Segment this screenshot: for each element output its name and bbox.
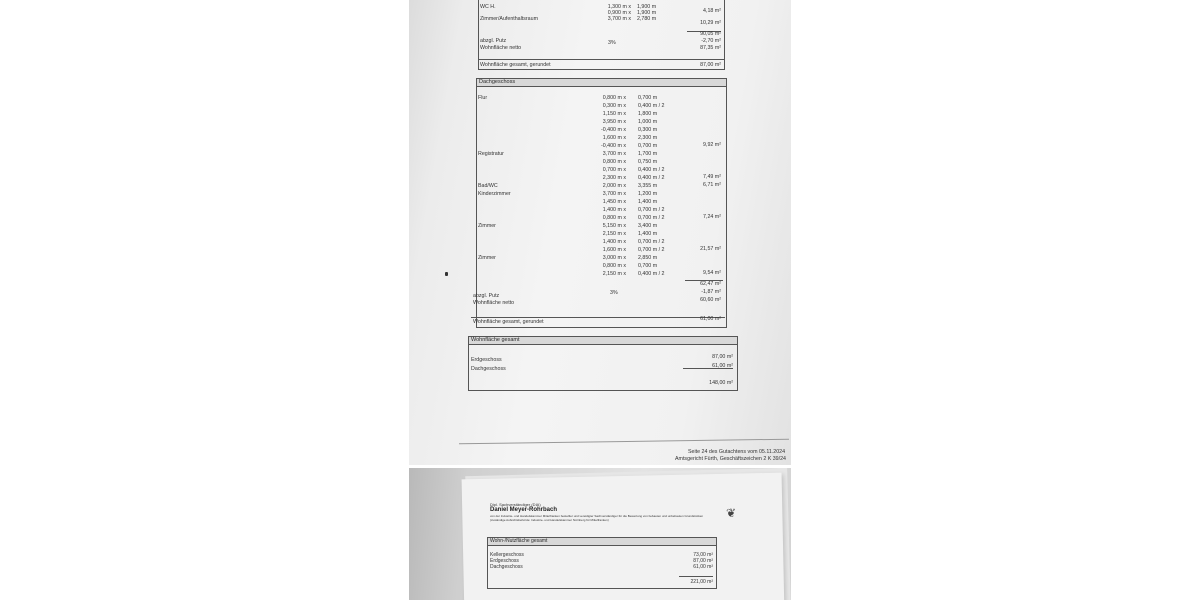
summary-row-label: Dachgeschoss	[490, 564, 523, 570]
dg-putz-value: -1,87 m²	[701, 289, 721, 295]
eg-row-a: 3,700 m x	[607, 16, 631, 22]
eg-putz-value: -2,70 m²	[701, 38, 721, 44]
dg-row-a: 2,150 m x	[602, 271, 626, 277]
eg-row-b: 1,900 m	[637, 10, 657, 16]
dg-row-b: 1,400 m	[638, 199, 658, 205]
dg-row-a: 1,600 m x	[602, 247, 626, 253]
wg-total: 148,00 m²	[709, 380, 733, 386]
eg-row-label: Zimmer/Aufenthaltsraum	[480, 16, 538, 22]
dg-row-b: 1,800 m	[638, 111, 658, 117]
eg-row-area: 4,18 m²	[703, 8, 721, 14]
dg-row-a: 3,700 m x	[602, 191, 626, 197]
dg-row-b: 0,700 m	[638, 263, 658, 269]
dg-netto-label: Wohnfläche netto	[473, 300, 515, 306]
footer-rule	[459, 439, 789, 445]
dg-row-a: 1,400 m x	[602, 207, 626, 213]
dg-row-b: 0,400 m / 2	[638, 271, 665, 277]
dg-row-area: 9,54 m²	[703, 270, 721, 276]
summary-total: 221,00 m²	[690, 579, 713, 585]
dg-row-a: 3,000 m x	[602, 255, 626, 261]
dg-row-a: 0,800 m x	[602, 159, 626, 165]
wg-row-value: 61,00 m²	[712, 363, 733, 369]
dg-row-a: 1,150 m x	[602, 111, 626, 117]
footer-line-1: Seite 24 des Gutachtens vom 05.11.2024	[688, 449, 786, 455]
dg-row-b: 0,300 m	[638, 127, 658, 133]
summary-row-label: Kellergeschoss	[490, 552, 524, 558]
expert-description-1: von der Industrie- und Handelskammer Mittelfranken bestellter und vereidigter Sachverständiger für die Bewertung von bebauten und unbebauten Grundstücken	[490, 514, 704, 518]
dg-row-b: 0,400 m / 2	[638, 167, 665, 173]
eg-row-b: 1,900 m	[637, 4, 657, 10]
eg-row-b: 2,780 m	[637, 16, 657, 22]
summary-header: Wohn-/Nutzfläche gesamt	[487, 537, 717, 546]
dg-gesamt-label: Wohnfläche gesamt, gerundet	[473, 319, 544, 325]
dg-row-a: 1,450 m x	[602, 199, 626, 205]
dg-row-a: -0,400 m x	[600, 143, 626, 149]
dg-gesamt-value: 61,00 m²	[700, 316, 721, 322]
dg-row-b: 1,700 m	[638, 151, 658, 157]
dg-row-a: 0,300 m x	[602, 103, 626, 109]
company-logo-icon: ❦	[726, 506, 737, 520]
eg-putz-label: abzgl. Putz	[480, 38, 507, 44]
wohnflaeche-gesamt-header: Wohnfläche gesamt	[468, 336, 738, 345]
dg-row-label: Flur	[478, 95, 488, 101]
dg-row-b: 0,700 m / 2	[638, 207, 665, 213]
eg-subtotal: 90,05 m²	[700, 31, 721, 37]
expert-name: Daniel Meyer-Rohrbach	[490, 507, 558, 513]
dg-row-b: 2,300 m	[638, 135, 658, 141]
summary-row-label: Erdgeschoss	[490, 558, 519, 564]
expert-description-2: (zuständige Aufsichtsbehörde: Industrie- und Handelskammer Nürnberg für Mittelfranken)	[490, 518, 609, 522]
footer-line-2: Amtsgericht Fürth, Geschäftszeichen 2 K 39/24	[675, 456, 786, 462]
dg-row-b: 1,200 m	[638, 191, 658, 197]
document-photo-page-24	[409, 0, 791, 465]
eg-row-area: 10,29 m²	[700, 20, 721, 26]
dachgeschoss-header: Dachgeschoss	[476, 78, 727, 87]
summary-row-value: 73,00 m²	[693, 552, 713, 558]
dg-row-area: 7,24 m²	[703, 214, 721, 220]
eg-gesamt-label: Wohnfläche gesamt, gerundet	[480, 62, 551, 68]
dg-subtotal: 62,47 m²	[700, 281, 721, 287]
dg-row-b: 1,000 m	[638, 119, 658, 125]
eg-row-a: 0,900 m x	[607, 10, 631, 16]
dg-row-b: 2,850 m	[638, 255, 658, 261]
dg-row-a: 2,000 m x	[602, 183, 626, 189]
wg-row-label: Dachgeschoss	[471, 366, 506, 372]
dg-row-b: 0,700 m	[638, 95, 658, 101]
dg-netto-value: 60,60 m²	[700, 297, 721, 303]
dg-row-a: 2,300 m x	[602, 175, 626, 181]
dg-row-b: 0,400 m / 2	[638, 175, 665, 181]
wg-row-label: Erdgeschoss	[471, 357, 502, 363]
dg-row-b: 0,700 m / 2	[638, 247, 665, 253]
dg-row-a: 1,600 m x	[602, 135, 626, 141]
dg-row-b: 1,400 m	[638, 231, 658, 237]
dg-row-a: 0,700 m x	[602, 167, 626, 173]
eg-netto-value: 87,35 m²	[700, 45, 721, 51]
summary-row-value: 61,00 m²	[693, 564, 713, 570]
dg-row-b: 0,700 m	[638, 143, 658, 149]
dg-row-area: 9,92 m²	[703, 142, 721, 148]
eg-row-a: 1,300 m x	[607, 4, 631, 10]
dg-row-a: 5,150 m x	[602, 223, 626, 229]
dg-row-a: 0,800 m x	[602, 215, 626, 221]
dg-row-a: 3,950 m x	[602, 119, 626, 125]
eg-putz-pct: 3%	[608, 40, 616, 46]
dg-row-area: 21,57 m²	[700, 246, 721, 252]
hole-punch-mark	[445, 272, 448, 276]
dg-row-label: Bad/WC	[478, 183, 498, 189]
dg-row-a: 0,800 m x	[602, 95, 626, 101]
eg-netto-label: Wohnfläche netto	[480, 45, 522, 51]
dg-row-a: -0,400 m x	[600, 127, 626, 133]
dg-row-b: 3,400 m	[638, 223, 658, 229]
summary-row-value: 87,00 m²	[693, 558, 713, 564]
dg-row-area: 7,49 m²	[703, 174, 721, 180]
dg-row-a: 3,700 m x	[602, 151, 626, 157]
dg-row-b: 3,355 m	[638, 183, 658, 189]
dg-row-b: 0,750 m	[638, 159, 658, 165]
dg-row-b: 0,400 m / 2	[638, 103, 665, 109]
dg-row-label: Registratur	[478, 151, 504, 157]
dg-row-label: Zimmer	[478, 223, 496, 229]
dg-row-a: 1,400 m x	[602, 239, 626, 245]
wg-row-value: 87,00 m²	[712, 354, 733, 360]
dg-row-b: 0,700 m / 2	[638, 215, 665, 221]
dg-row-a: 2,150 m x	[602, 231, 626, 237]
dg-row-label: Kinderzimmer	[478, 191, 511, 197]
expert-small-title: Dipl. Sachverständiger (DIA)	[490, 502, 541, 507]
document-photo-summary-page	[409, 468, 791, 600]
eg-row-label: WC H.	[480, 4, 496, 10]
eg-gesamt-value: 87,00 m²	[700, 62, 721, 68]
dg-row-label: Zimmer	[478, 255, 496, 261]
dg-putz-label: abzgl. Putz	[473, 293, 500, 299]
dg-row-a: 0,800 m x	[602, 263, 626, 269]
dg-row-area: 6,71 m²	[703, 182, 721, 188]
dg-putz-pct: 3%	[610, 290, 618, 296]
dg-row-b: 0,700 m / 2	[638, 239, 665, 245]
